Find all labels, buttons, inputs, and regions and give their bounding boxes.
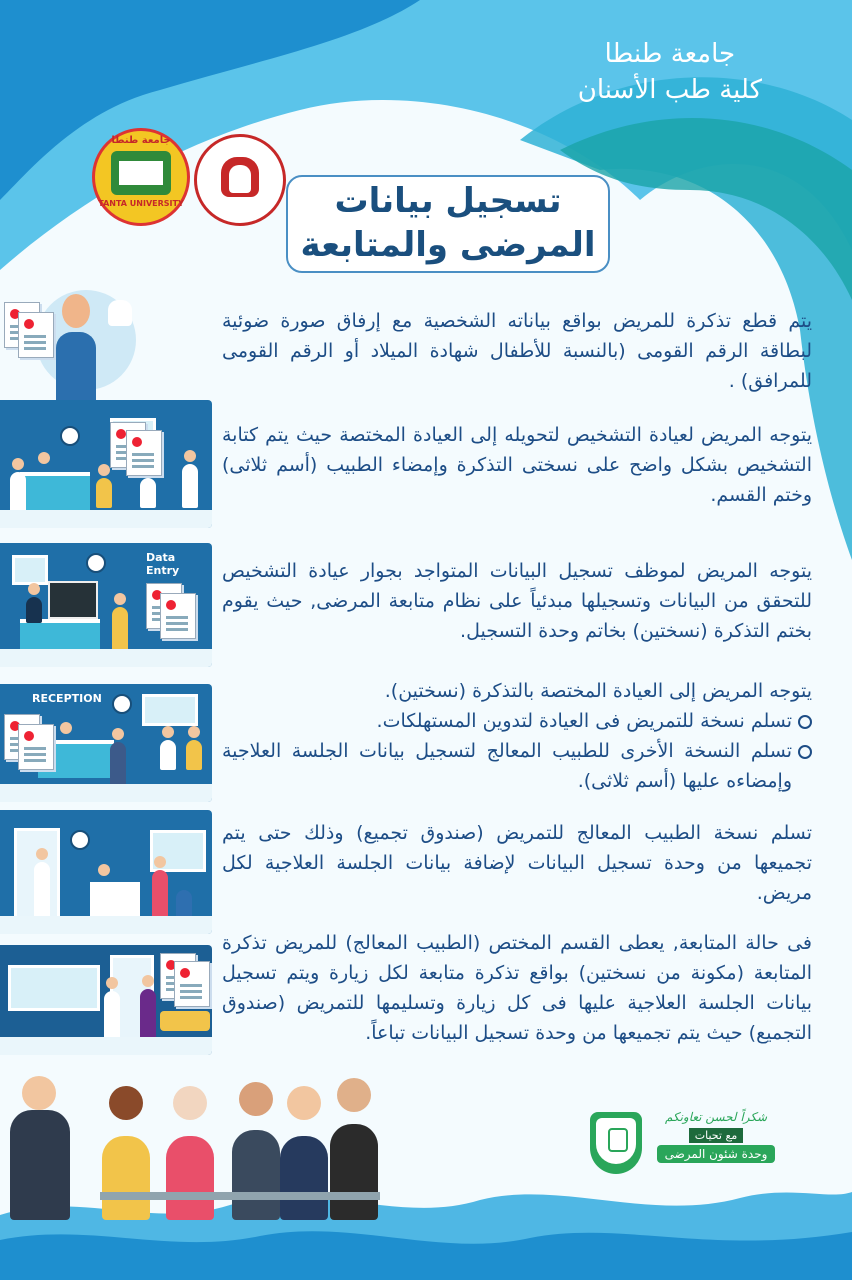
person-head [337, 1078, 371, 1112]
person-head [98, 464, 110, 476]
clock-icon [60, 426, 80, 446]
step-4-intro: يتوجه المريض إلى العيادة المختصة بالتذكرة (نسختين). [384, 680, 812, 702]
bullet-icon [798, 745, 812, 759]
university-logo-caption: TANTA UNIVERSITY [98, 199, 184, 208]
patient-figure [280, 1136, 328, 1220]
person-head [98, 864, 110, 876]
step-1-body: يتم قطع تذكرة للمريض بواقع بياناته الشخصية مع إرفاق صورة ضوئية لبطاقة الرقم القومى (بالنسبة للأطفال شهادة الميلاد أو الرقم القومى للمرافق) . [222, 310, 812, 392]
floor [0, 1037, 212, 1055]
floor [0, 784, 212, 802]
step-1-text [222, 306, 812, 396]
step-4-text [222, 676, 812, 796]
document-icon [174, 961, 210, 1007]
staff-figure [26, 597, 42, 623]
patients-affairs-shield-icon [590, 1112, 642, 1174]
person-head [114, 593, 126, 605]
patient-figure [112, 607, 128, 651]
person-head [162, 726, 174, 738]
step6-illustration-waiting [0, 945, 212, 1055]
tooth-inner-icon [229, 165, 251, 193]
bullet-icon [798, 715, 812, 729]
step-4-list [222, 706, 812, 796]
step-3-body: يتوجه المريض لموظف تسجيل البيانات المتواجد بجوار عيادة التشخيص للتحقق من البيانات وتسجيلها مبدئياً على نظام متابعة المرضى, حيث يقوم بختم التذكرة (نسختين) بخاتم وحدة التسجيل. [222, 560, 812, 642]
clock-icon [112, 694, 132, 714]
patient-figure [330, 1124, 378, 1220]
step2-illustration-clinic [0, 400, 212, 528]
person-head [22, 1076, 56, 1110]
floor [0, 510, 212, 528]
step-2-body: يتوجه المريض لعيادة التشخيص لتحويله إلى العيادة المختصة حيث يتم كتابة التشخيص بشكل واضح على نسختى التذكرة وإمضاء الطبيب (أسم ثلاثى) وختم القسم. [222, 424, 812, 506]
patient-figure [102, 1136, 150, 1220]
step-5-text [222, 818, 812, 908]
person-head [112, 728, 124, 740]
person-head [188, 726, 200, 738]
bench [100, 1192, 380, 1200]
person-head [184, 450, 196, 462]
step-5-body: تسلم نسخة الطبيب المعالج للتمريض (صندوق تجميع) وذلك حتى يتم تجميعها من وحدة تسجيل البيانات لإضافة بيانات الجلسة العلاجية لكل مريض. [222, 822, 812, 904]
patient-figure [166, 1136, 214, 1220]
wall-window [12, 555, 48, 585]
person-head [287, 1086, 321, 1120]
patient-figure [232, 1130, 280, 1220]
unit-name: وحدة شئون المرضى [657, 1145, 776, 1163]
faculty-name: كلية طب الأسنان [577, 75, 762, 105]
patient-figure [96, 478, 112, 508]
person-head [28, 583, 40, 595]
clock-icon [86, 553, 106, 573]
list-item [222, 706, 812, 736]
person-head [173, 1086, 207, 1120]
patient-figure [152, 870, 168, 920]
shield-inner [596, 1118, 636, 1164]
title-line-1: تسجيل بيانات [334, 181, 562, 221]
step4-illustration-reception [0, 684, 212, 802]
title-line-2: المرضى والمتابعة [300, 225, 596, 265]
reception-counter [20, 472, 90, 510]
step-6-text [222, 928, 812, 1048]
person-head [239, 1082, 273, 1116]
list-item [222, 736, 812, 796]
document-icon [18, 312, 54, 358]
doctor-figure [34, 862, 50, 922]
greeting-text: مع تحيات [689, 1128, 743, 1143]
tanta-university-logo [92, 128, 190, 226]
book-icon [119, 161, 163, 185]
security-guard-figure [10, 1110, 70, 1220]
wall-window [142, 694, 198, 726]
person-head [36, 848, 48, 860]
floor [0, 649, 212, 667]
person-head [60, 722, 72, 734]
doctor-figure [182, 464, 198, 508]
wall-window [8, 965, 100, 1011]
patient-figure [110, 742, 126, 788]
person-head [109, 1086, 143, 1120]
clock-icon [70, 830, 90, 850]
person-head [12, 458, 24, 470]
patient-figure [56, 332, 96, 402]
waiting-chairs [160, 1011, 210, 1031]
step-2-text [222, 420, 812, 510]
computer-monitor [48, 581, 98, 619]
tooth-icon [108, 300, 132, 326]
step-4-bullet-2: تسلم النسخة الأخرى للطبيب المعالج لتسجيل بيانات الجلسة العلاجية وإمضاءه عليها (أسم ثلاثى). [222, 740, 792, 792]
university-logo-text: جامعة طنطا [111, 135, 171, 146]
person-head [38, 452, 50, 464]
desk [90, 882, 140, 920]
step3-illustration-data-entry [0, 543, 212, 667]
reception-label: RECEPTION [32, 692, 102, 705]
header-university [578, 36, 762, 108]
page-title [286, 175, 610, 273]
faculty-of-dentistry-logo [194, 134, 286, 226]
step-6-body: فى حالة المتابعة, يعطى القسم المختص (الطبيب المعالج) للمريض تذكرة المتابعة (مكونة من نسختين) بواقع تذكرة متابعة لكل زيارة ويتم تسجيل بيانات الجلسة العلاجية عليها فى كل زيارة وتسليمها للتمريض (صندوق التجميع) حيث يتم تجميعها من وحدة تسجيل البيانات تباعاً. [222, 932, 812, 1044]
thanks-text: شكراً لحسن تعاونكم [664, 1110, 768, 1124]
step-3-text [222, 556, 812, 646]
floor [0, 916, 212, 934]
person-head [142, 975, 154, 987]
patient-head [62, 294, 90, 328]
step1-illustration [0, 282, 140, 402]
document-icon [126, 430, 162, 476]
doctor-figure [10, 472, 26, 512]
document-icon [160, 593, 196, 639]
document-icon [18, 724, 54, 770]
footer-thanks [646, 1110, 786, 1163]
data-entry-label: Data Entry [146, 551, 180, 577]
person-head [106, 977, 118, 989]
person-head [154, 856, 166, 868]
patient-figure [140, 478, 156, 508]
patient-figure [160, 740, 176, 770]
waiting-patients-illustration [0, 1060, 410, 1220]
step5-illustration-clinic [0, 810, 212, 934]
university-name: جامعة طنطا [604, 39, 736, 69]
patient-figure [186, 740, 202, 770]
step-4-bullet-1: تسلم نسخة للتمريض فى العيادة لتدوين المستهلكات. [376, 710, 792, 732]
